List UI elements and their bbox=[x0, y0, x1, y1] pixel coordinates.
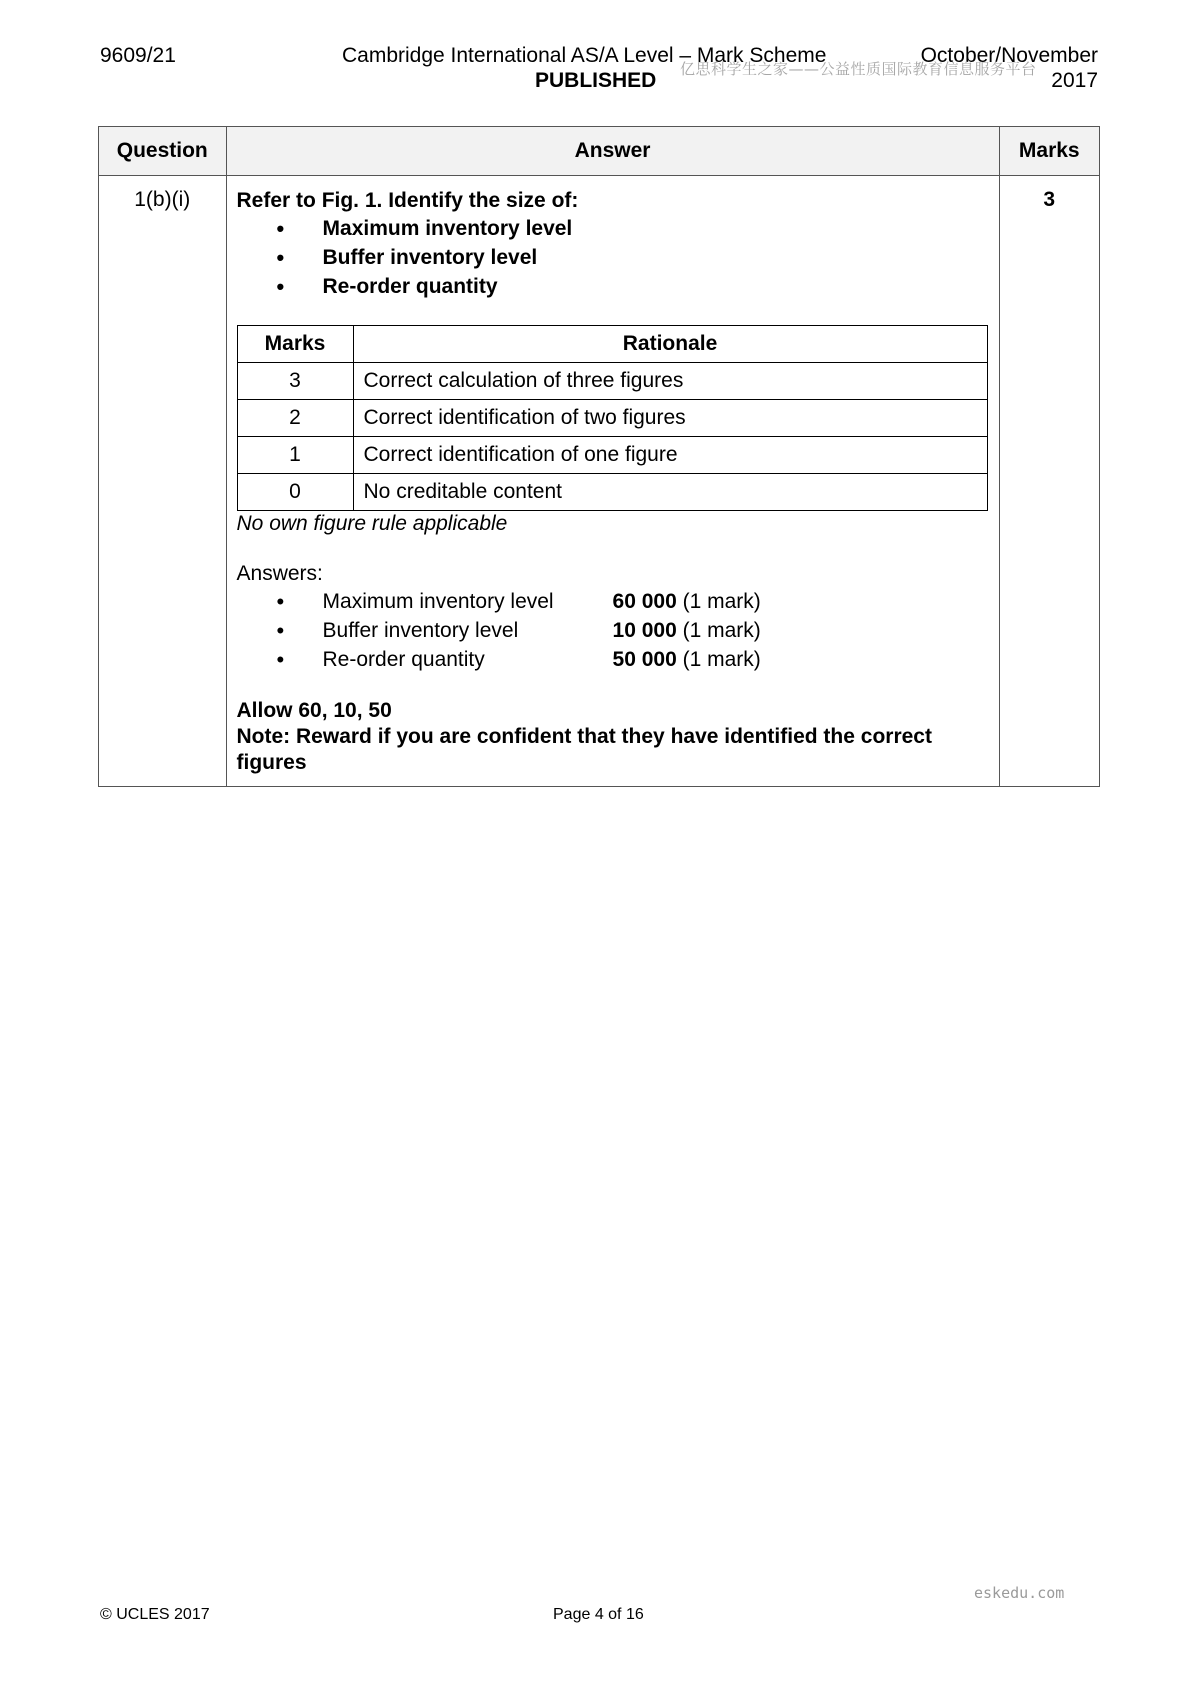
answer-mark: (1 mark) bbox=[682, 619, 761, 642]
answer-cell bbox=[226, 176, 999, 787]
table-row bbox=[99, 176, 1100, 787]
answers-list bbox=[237, 587, 989, 674]
paper-code: 9609/21 bbox=[100, 44, 176, 67]
allow-note: Allow 60, 10, 50 bbox=[236, 699, 392, 722]
rationale-table bbox=[237, 325, 988, 511]
answer-value: 60 000 bbox=[612, 590, 677, 613]
table-row bbox=[237, 437, 987, 474]
marks-column-header: Marks bbox=[999, 127, 1100, 176]
list-item: • Buffer inventory level bbox=[237, 243, 989, 272]
marks-value: 3 bbox=[999, 176, 1100, 787]
rationale-marks: 0 bbox=[237, 474, 353, 511]
footer-watermark: eskedu.com bbox=[974, 1584, 1065, 1602]
rationale-marks: 1 bbox=[237, 437, 353, 474]
document-title: Cambridge International AS/A Level – Mark Scheme bbox=[342, 44, 827, 67]
list-item bbox=[237, 616, 989, 645]
answer-label: • Re-order quantity bbox=[322, 648, 485, 671]
rationale-marks: 2 bbox=[237, 400, 353, 437]
prompt-bullet-list bbox=[237, 214, 989, 301]
answer-label: • Buffer inventory level bbox=[322, 619, 519, 642]
answer-mark: (1 mark) bbox=[682, 590, 761, 613]
answer-label: • Maximum inventory level bbox=[322, 590, 554, 613]
rationale-text: Correct identification of two figures bbox=[353, 400, 987, 437]
mark-scheme-table bbox=[98, 126, 1100, 787]
published-label: PUBLISHED bbox=[535, 69, 657, 92]
page-number: Page 4 of 16 bbox=[553, 1606, 644, 1623]
rationale-text: Correct calculation of three figures bbox=[353, 363, 987, 400]
answer-value: 50 000 bbox=[612, 648, 677, 671]
rationale-text: Correct identification of one figure bbox=[353, 437, 987, 474]
answer-mark: (1 mark) bbox=[682, 648, 761, 671]
list-item bbox=[237, 587, 989, 616]
exam-year: 2017 bbox=[1051, 69, 1098, 92]
rationale-header-row bbox=[237, 326, 987, 363]
answers-label: Answers: bbox=[236, 562, 323, 585]
examiner-note: Note: Reward if you are confident that they have identified the correct figures bbox=[236, 725, 932, 774]
copyright-notice: © UCLES 2017 bbox=[100, 1606, 210, 1623]
table-header-row bbox=[99, 127, 1100, 176]
question-column-header: Question bbox=[99, 127, 227, 176]
rationale-text: No creditable content bbox=[353, 474, 987, 511]
list-item bbox=[237, 645, 989, 674]
rationale-marks-header: Marks bbox=[237, 326, 353, 363]
own-figure-note: No own figure rule applicable bbox=[236, 512, 508, 535]
rationale-text-header: Rationale bbox=[353, 326, 987, 363]
rationale-marks: 3 bbox=[237, 363, 353, 400]
table-row bbox=[237, 363, 987, 400]
table-row bbox=[237, 400, 987, 437]
header-watermark: 亿思科学生之家——公益性质国际教育信息服务平台 bbox=[680, 60, 1037, 78]
list-item: • Maximum inventory level bbox=[237, 214, 989, 243]
exam-session: October/November bbox=[920, 44, 1098, 67]
table-row bbox=[237, 474, 987, 511]
answer-column-header: Answer bbox=[226, 127, 999, 176]
question-prompt: Refer to Fig. 1. Identify the size of: bbox=[236, 189, 579, 212]
answer-value: 10 000 bbox=[612, 619, 677, 642]
list-item: • Re-order quantity bbox=[237, 272, 989, 301]
question-number: 1(b)(i) bbox=[99, 176, 227, 787]
